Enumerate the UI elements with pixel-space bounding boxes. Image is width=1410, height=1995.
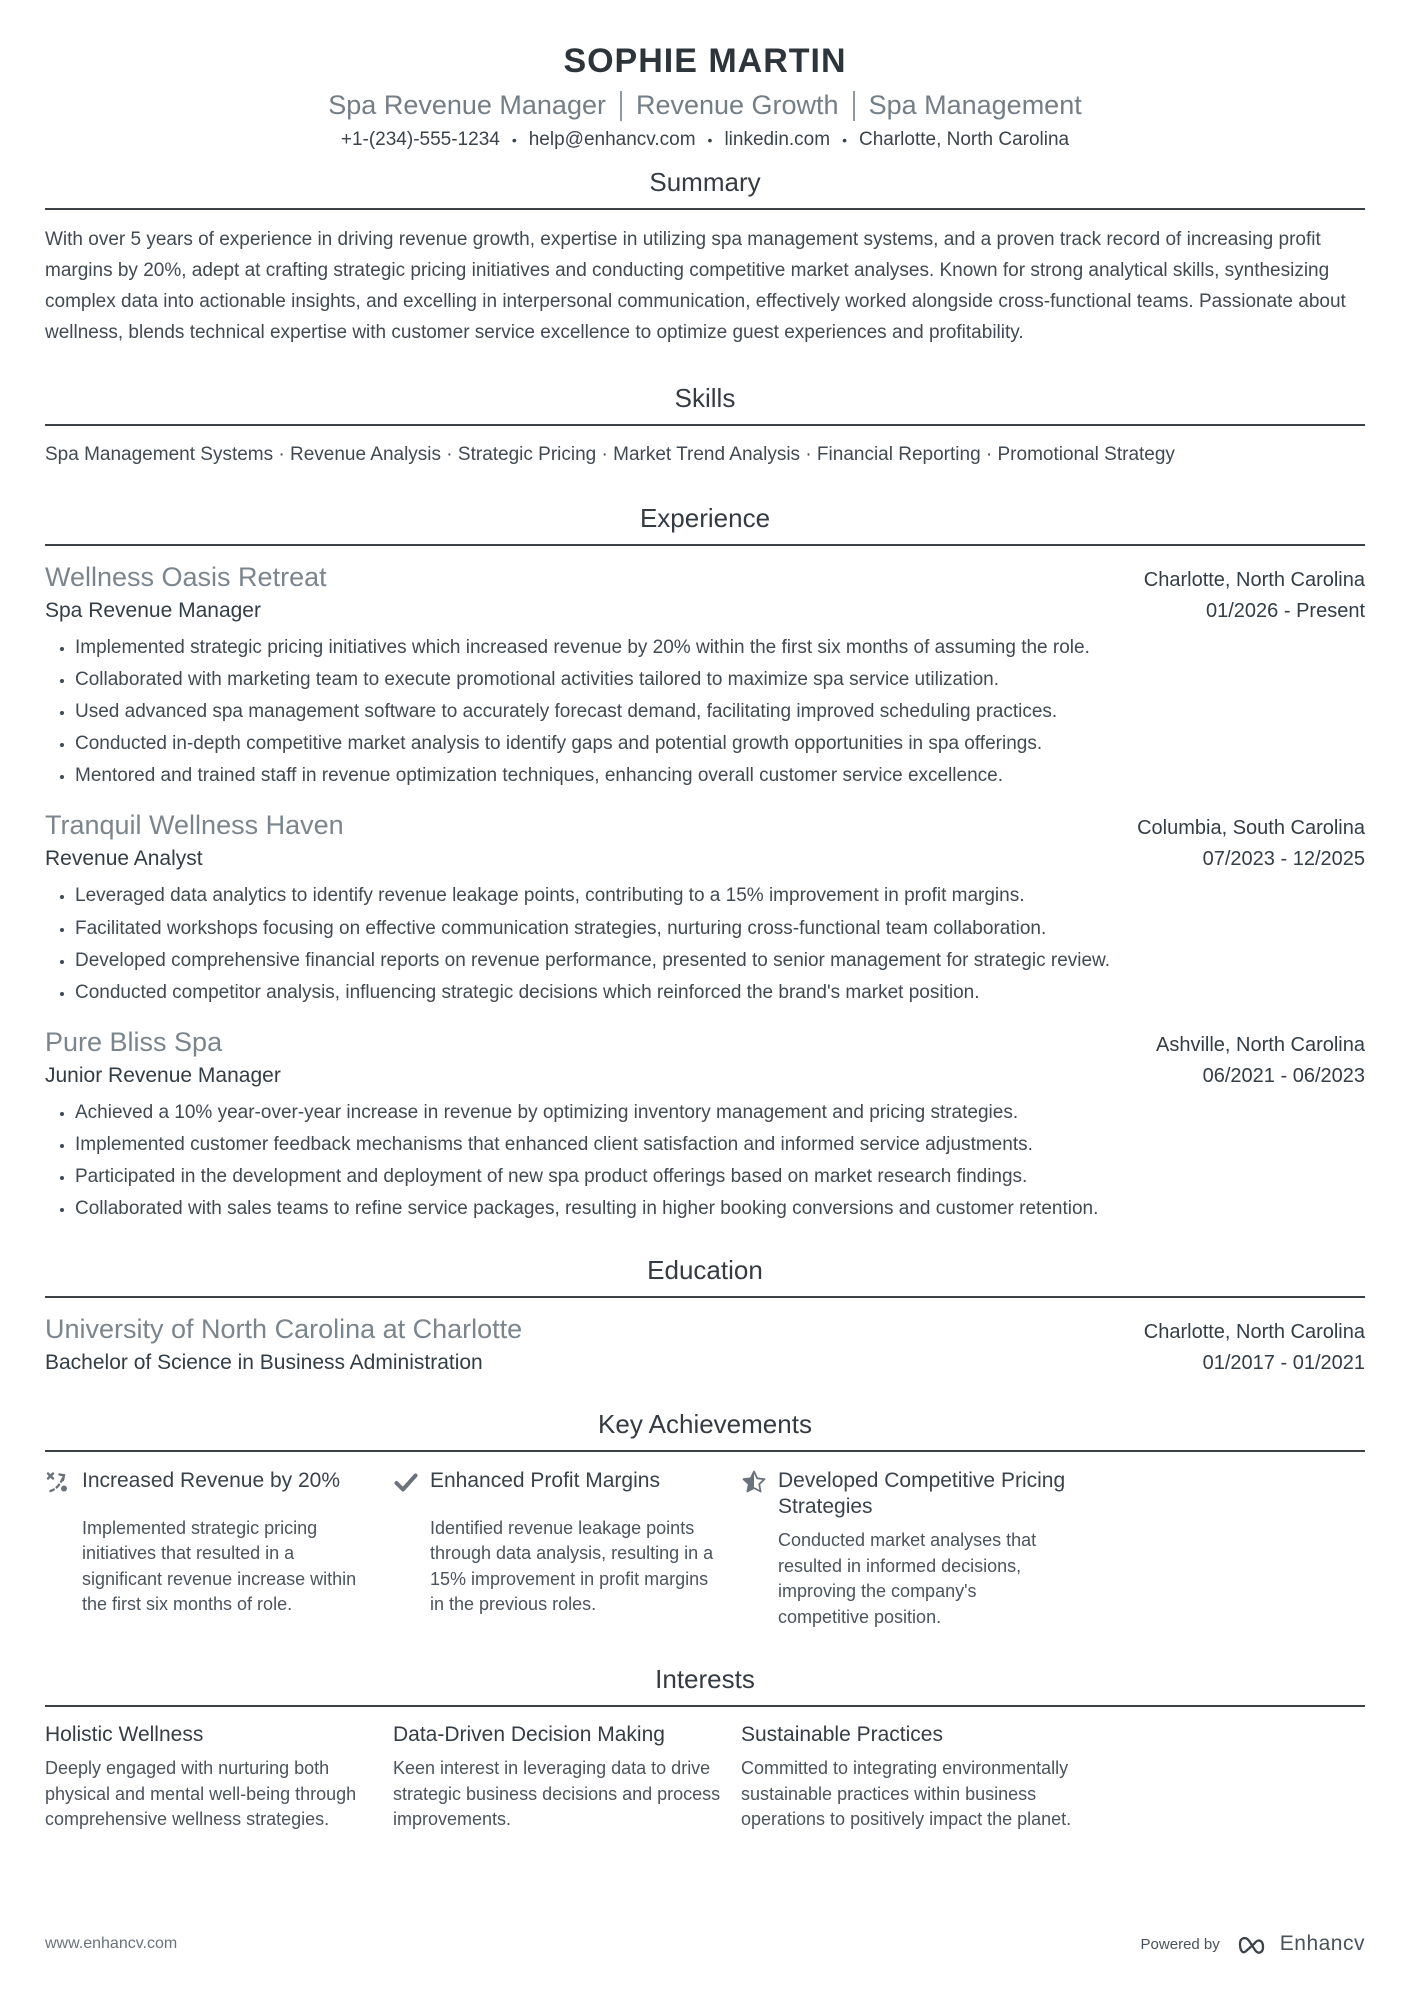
headline-part: Spa Revenue Manager (328, 90, 606, 120)
page-footer (45, 1931, 1365, 1957)
job-bullet: • Mentored and trained staff in revenue optimization techniques, enhancing overall customer service excellence. (75, 763, 1365, 788)
summary-heading: Summary (45, 167, 1365, 210)
interest-text: Deeply engaged with nurturing both physical and mental well-being through comprehensive wellness strategies. (45, 1758, 357, 1830)
achievement-item (393, 1468, 724, 1630)
job-title: Spa Revenue Manager (45, 599, 261, 623)
location-text: Charlotte, North Carolina (858, 129, 1070, 150)
job-bullet: • Collaborated with sales teams to refine service packages, resulting in higher booking conversions and customer retention. (75, 1196, 1365, 1221)
linkedin-link: linkedin.com (724, 129, 831, 150)
interest-text: Keen interest in leveraging data to drive strategic business decisions and process improvements. (393, 1758, 721, 1830)
resume-header (45, 42, 1365, 151)
contact-line (45, 129, 1365, 151)
job-bullet: • Facilitated workshops focusing on effective communication strategies, nurturing cross-functional team collaboration. (75, 916, 1365, 941)
job-bullet: • Achieved a 10% year-over-year increase in revenue by optimizing inventory management and pricing strategies. (75, 1100, 1365, 1125)
interest-title: Sustainable Practices (741, 1723, 943, 1747)
job-bullet: • Implemented strategic pricing initiatives which increased revenue by 20% within the first six months of assuming the role. (75, 635, 1365, 660)
achievement-title: Increased Revenue by 20% (82, 1469, 340, 1493)
strategy-icon (45, 1469, 71, 1495)
achievement-title: Developed Competitive Pricing Strategies (778, 1469, 1066, 1519)
headline (45, 90, 1365, 121)
education-heading: Education (45, 1255, 1365, 1298)
job-bullet: • Implemented customer feedback mechanisms that enhanced client satisfaction and informed service adjustments. (75, 1132, 1365, 1157)
skills-list: Spa Management Systems · Revenue Analysis · Strategic Pricing · Market Trend Analysis · Financial Reporting · Promotional Strategy (45, 443, 1175, 465)
headline-part: Revenue Growth (635, 90, 839, 120)
job-dates: 06/2021 - 06/2023 (1202, 1064, 1365, 1087)
interest-item (45, 1723, 376, 1833)
job-dates: 07/2023 - 12/2025 (1202, 848, 1365, 871)
experience-entry (45, 810, 1365, 1004)
achievement-text: Identified revenue leakage points through data analysis, resulting in a 15% improvement in profit margins in the previous roles. (430, 1517, 714, 1615)
interest-title: Holistic Wellness (45, 1723, 204, 1747)
school-location: Charlotte, North Carolina (1143, 1321, 1365, 1344)
job-title: Junior Revenue Manager (45, 1063, 281, 1087)
company-name: Tranquil Wellness Haven (45, 810, 344, 841)
powered-by-label: Powered by (1140, 1935, 1220, 1953)
section-achievements (45, 1409, 1365, 1630)
experience-entry (45, 1027, 1365, 1221)
phone-number: +1-(234)-555-1234 (340, 129, 500, 150)
separator-dot: • (707, 132, 713, 148)
job-bullet: • Used advanced spa management software to accurately forecast demand, facilitating improved scheduling practices. (75, 699, 1365, 724)
job-location: Ashville, North Carolina (1156, 1033, 1365, 1056)
experience-heading: Experience (45, 503, 1365, 546)
achievement-text: Conducted market analyses that resulted in informed decisions, improving the company's competitive position. (778, 1530, 1037, 1627)
company-name: Pure Bliss Spa (45, 1026, 223, 1057)
achievement-item (741, 1468, 1072, 1630)
section-skills (45, 383, 1365, 469)
achievement-item (45, 1468, 376, 1630)
interests-heading: Interests (45, 1664, 1365, 1707)
job-bullet: • Participated in the development and deployment of new spa product offerings based on market research findings. (75, 1164, 1365, 1189)
section-experience (45, 503, 1365, 1221)
job-bullet: • Conducted in-depth competitive market analysis to identify gaps and potential growth opportunities in spa offerings. (75, 731, 1365, 756)
headline-part: Spa Management (868, 90, 1082, 120)
company-name: Wellness Oasis Retreat (45, 562, 327, 593)
achievement-text: Implemented strategic pricing initiatives that resulted in a significant revenue increase within the first six months of role. (82, 1517, 357, 1615)
candidate-name: SOPHIE MARTIN (563, 42, 847, 80)
school-name: University of North Carolina at Charlotte (45, 1314, 523, 1345)
interest-text: Committed to integrating environmentally sustainable practices within business operations to positively impact the planet. (741, 1758, 1072, 1830)
interest-item (741, 1723, 1072, 1833)
summary-text: With over 5 years of experience in driving revenue growth, expertise in utilizing spa management systems, and a proven track record of increasing profit margins by 20%, adept at crafting strategic pricing initiatives and conducting competitive market analyses. Known for strong analytical skills, synthesizing complex data into actionable insights, and excelling in interpersonal communication, effectively worked alongside cross-functional teams. Passionate about wellness, blends technical expertise with customer service excellence to optimize guest experiences and profitability. (45, 229, 1346, 344)
job-location: Charlotte, North Carolina (1143, 569, 1365, 592)
enhancv-brand-text: Enhancv (1279, 1932, 1365, 1955)
headline-divider (853, 91, 855, 121)
job-location: Columbia, South Carolina (1137, 817, 1365, 840)
skills-heading: Skills (45, 383, 1365, 426)
job-bullet: • Conducted competitor analysis, influencing strategic decisions which reinforced the brand's market position. (75, 980, 1365, 1005)
half-star-icon (741, 1469, 767, 1495)
interest-item (393, 1723, 724, 1833)
degree-name: Bachelor of Science in Business Administration (45, 1351, 483, 1375)
interest-title: Data-Driven Decision Making (393, 1723, 665, 1747)
job-bullet-list (45, 1100, 1365, 1221)
job-bullet-list (45, 635, 1365, 788)
education-entry (45, 1314, 1365, 1375)
check-icon (393, 1469, 419, 1495)
experience-entry (45, 562, 1365, 788)
headline-divider (620, 91, 622, 121)
job-dates: 01/2026 - Present (1206, 600, 1365, 623)
job-bullet-list (45, 883, 1365, 1004)
enhancv-site-link: www.enhancv.com (45, 1935, 178, 1952)
achievements-heading: Key Achievements (45, 1409, 1365, 1452)
email-address: help@enhancv.com (528, 129, 696, 150)
separator-dot: • (511, 132, 517, 148)
job-title: Revenue Analyst (45, 847, 203, 871)
job-bullet: • Collaborated with marketing team to execute promotional activities tailored to maximize spa service utilization. (75, 667, 1365, 692)
job-bullet: • Developed comprehensive financial reports on revenue performance, presented to senior management for strategic review. (75, 948, 1365, 973)
section-interests (45, 1664, 1365, 1833)
achievement-title: Enhanced Profit Margins (430, 1469, 660, 1493)
enhancv-logo-icon (1230, 1931, 1270, 1957)
education-dates: 01/2017 - 01/2021 (1202, 1352, 1365, 1375)
job-bullet: • Leveraged data analytics to identify revenue leakage points, contributing to a 15% improvement in profit margins. (75, 883, 1365, 908)
section-summary (45, 167, 1365, 349)
separator-dot: • (842, 132, 847, 148)
section-education (45, 1255, 1365, 1375)
